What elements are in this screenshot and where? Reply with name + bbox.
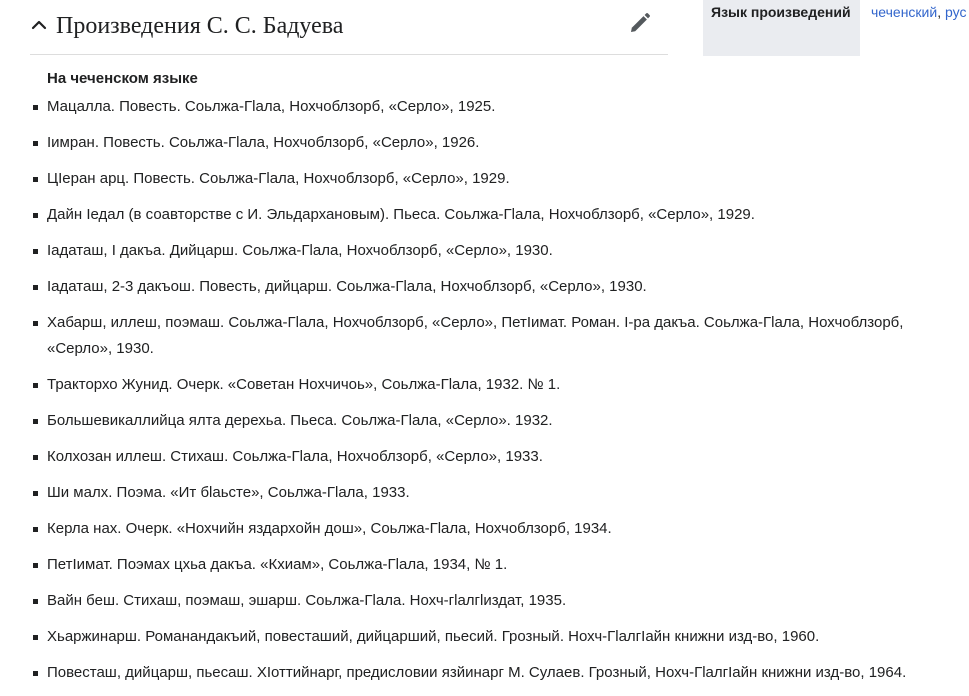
- list-item: Мацалла. Повесть. Соьлжа-Гlала, Нохчоблзорб, «Серло», 1925.: [0, 94, 969, 120]
- list-item: Iадаташ, I дакъа. Дийцарш. Соьлжа-Гlала, Нохчоблзорб, «Серло», 1930.: [0, 238, 969, 264]
- works-list: [0, 94, 969, 696]
- chevron-up-icon[interactable]: [30, 16, 48, 34]
- infobox: [703, 0, 969, 56]
- list-item: Iимран. Повесть. Соьлжа-Гlала, Нохчоблзорб, «Серло», 1926.: [0, 130, 969, 156]
- list-item: ПетIимат. Поэмах цхьа дакъа. «Кхиам», Соьлжа-Гlала, 1934, № 1.: [0, 552, 969, 578]
- language-link-russian[interactable]: рус: [944, 4, 967, 20]
- list-item: Iадаташ, 2-3 дакъош. Повесть, дийцарш. Соьлжа-Гlала, Нохчоблзорб, «Серло», 1930.: [0, 274, 969, 300]
- list-item: Керла нах. Очерк. «Нохчийн яздархойн дош», Соьлжа-Гlала, Нохчоблзорб, 1934.: [0, 516, 969, 542]
- section-title: Произведения С. С. Бадуева: [56, 13, 344, 39]
- pencil-icon[interactable]: [628, 11, 652, 35]
- infobox-separator: ,: [937, 4, 945, 20]
- infobox-label: Язык произведений: [703, 0, 860, 56]
- language-link-chechen[interactable]: чеченский: [871, 4, 938, 20]
- list-item: Ши малх. Поэма. «Ит бlаьсте», Соьлжа-Гlала, 1933.: [0, 480, 969, 506]
- section-header: [30, 0, 668, 55]
- list-item: Тракторхо Жунид. Очерк. «Советан Нохчичоь», Соьлжа-Гlала, 1932. № 1.: [0, 372, 969, 398]
- infobox-value: [871, 1, 966, 23]
- list-item: Хьаржинарш. Романандакъий, повесташий, дийцарший, пьесий. Грозный. Нохч-ГlалгIайн книжни изд-во, 1960.: [0, 624, 969, 650]
- list-item: Большевикаллийца ялта дерехьа. Пьеса. Соьлжа-Гlала, «Серло». 1932.: [0, 408, 969, 434]
- subheading-chechen-language: На чеченском языке: [47, 70, 198, 87]
- list-item: Повесташ, дийцарш, пьесаш. ХIоттийнарг, предисловии язйинарг М. Сулаев. Грозный, Нохч-ГlалгIайн книжни изд-во, 1964.: [0, 660, 969, 686]
- list-item: Вайн беш. Стихаш, поэмаш, эшарш. Соьлжа-Гlала. Нохч-гlалгlиздат, 1935.: [0, 588, 969, 614]
- list-item: Колхозан иллеш. Стихаш. Соьлжа-Гlала, Нохчоблзорб, «Серло», 1933.: [0, 444, 969, 470]
- list-item: ЦIеран арц. Повесть. Соьлжа-Гlала, Нохчоблзорб, «Серло», 1929.: [0, 166, 969, 192]
- list-item: Дайн Iедал (в соавторстве с И. Эльдархановым). Пьеса. Соьлжа-Гlала, Нохчоблзорб, «Серло», 1929.: [0, 202, 969, 228]
- list-item: Хабарш, иллеш, поэмаш. Соьлжа-Гlала, Нохчоблзорб, «Серло», ПетIимат. Роман. I-ра дакъа. Соьлжа-Гlала, Нохчоблзорб, «Серло», 1930.: [0, 310, 969, 362]
